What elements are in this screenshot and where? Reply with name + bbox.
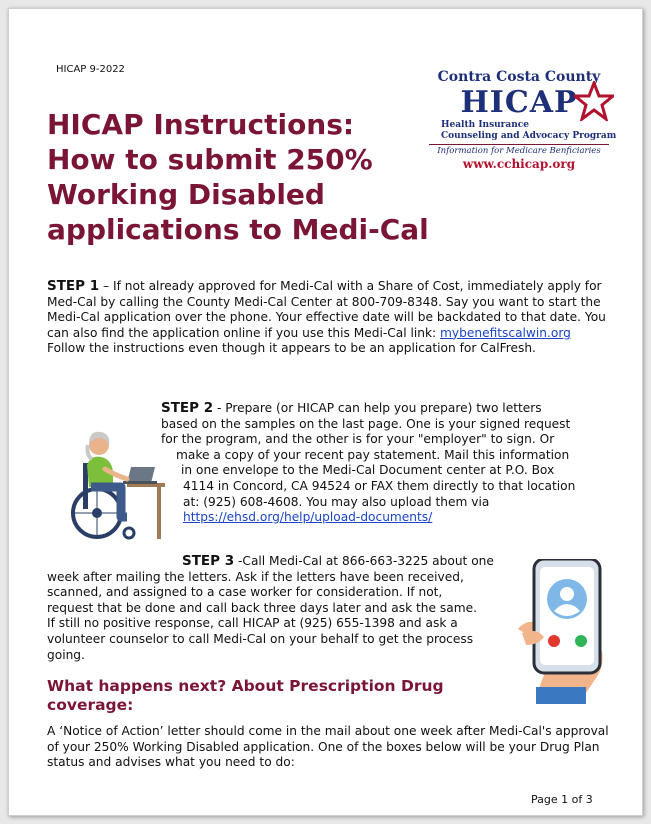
step2-text: 4114 in Concord, CA 94524 or FAX them directly to that location: [183, 478, 576, 493]
title-line: HICAP Instructions:: [47, 108, 355, 141]
step3-text: volunteer counselor to call Medi-Cal on your behalf to get the process: [47, 631, 474, 646]
mybenefitscalwin-link[interactable]: mybenefitscalwin.org: [440, 325, 571, 340]
logo-sub2: Counseling and Advocacy Program: [441, 131, 617, 141]
step2-text: for the program, and the other is for your "employer" to sign. Or: [161, 432, 555, 447]
document-id: HICAP 9-2022: [56, 64, 125, 75]
title-line: applications to Medi-Cal: [47, 213, 429, 246]
wheelchair-user-illustration: [65, 429, 165, 544]
upload-documents-link[interactable]: https://ehsd.org/help/upload-documents/: [183, 510, 433, 525]
page-number: Page 1 of 3: [531, 793, 593, 806]
hicap-logo: [421, 67, 617, 185]
logo-county: Contra Costa County: [437, 69, 601, 85]
step1-text-b: Follow the instructions even though it appears to be an application for CalFresh.: [47, 341, 536, 356]
logo-url: www.cchicap.org: [462, 157, 576, 171]
star-icon: [574, 81, 614, 121]
step1-paragraph: [47, 279, 612, 357]
next-section-heading: What happens next? About Prescription Drug coverage:: [47, 677, 444, 714]
step2-paragraph: [161, 401, 611, 526]
next-section-paragraph: A ‘Notice of Action’ letter should come in the mail about one week after Medi-Cal's approval of your 250% Working Disabled application. One of the boxes below will be your Drug Plan status and advises what you need to do:: [47, 724, 609, 770]
logo-sub1: Health Insurance: [441, 120, 530, 130]
document-page: [8, 8, 643, 816]
step3-text: request that be done and call back three days later and ask the same.: [47, 600, 477, 615]
title-line: Working Disabled: [47, 178, 325, 211]
step3-text: -Call Medi-Cal at 866-663-3225 about one: [234, 554, 494, 568]
step2-text: make a copy of your recent pay statement. Mail this information: [176, 447, 570, 462]
step1-text-a: – If not already approved for Medi-Cal with a Share of Cost, immediately apply for Med-Cal by calling the County Medi-Cal Center at 800-709-8348. Say you want to start the Medi-Cal application over the phone. Your effective date will be backdated to that date. You can also find the application online if you use this Medi-Cal link:: [47, 279, 606, 340]
step2-text: at: (925) 608-4608. You may also upload them via: [183, 494, 490, 509]
page-title: [47, 107, 447, 247]
step3-paragraph: [47, 554, 517, 663]
step3-text: going.: [47, 647, 85, 662]
step2-text: in one envelope to the Medi-Cal Document center at P.O. Box: [181, 463, 555, 478]
title-line: How to submit 250%: [47, 143, 373, 176]
logo-name: HICAP: [460, 85, 577, 120]
phone-call-illustration: [514, 559, 640, 704]
step3-text: week after mailing the letters. Ask if the letters have been received,: [47, 569, 464, 584]
step3-label: STEP 3: [182, 553, 235, 569]
logo-tagline: Information for Medicare Benficiaries: [429, 144, 609, 156]
step1-label: STEP 1: [47, 278, 100, 294]
step3-text: If still no positive response, call HICAP at (925) 655-1398 and ask a: [47, 616, 458, 631]
step2-label: STEP 2: [161, 400, 214, 416]
step2-text: based on the samples on the last page. One is your signed request: [161, 416, 571, 431]
step2-text: - Prepare (or HICAP can help you prepare) two letters: [213, 401, 542, 415]
step3-text: scanned, and assigned to a case worker for consideration. If not,: [47, 585, 443, 600]
